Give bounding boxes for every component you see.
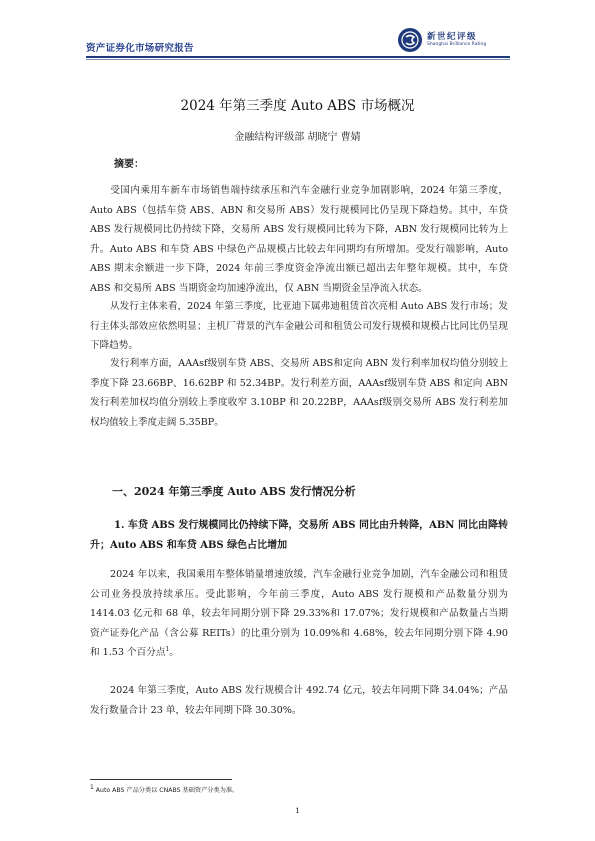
footnote-ref: 1 <box>165 646 170 654</box>
abstract-paragraph-1: 受国内乘用车新车市场销售端持续承压和汽车金融行业竞争加剧影响，2024 年第三季度，Auto ABS（包括车贷 ABS、ABN 和交易所 ABS）发行规模同比仍呈现下降趋势。其中，车贷 ABS 发行规模同比仍持续下降，交易所 ABS 发行规模同比转为下降，ABN 发行规模同比转为上升。Auto ABS 和车贷 ABS 中绿色产品规模占比较去年同期均有所增加。受发行端影响，Auto ABS 期末余额进一步下降，2024 年前三季度资金净流出额已超出去年整年规模。其中，车贷 ABS 和交易所 ABS 当期资金均加速净流出，仅 ABN 当期资金呈净流入状态。 <box>90 185 508 294</box>
header-divider <box>86 56 510 58</box>
body-paragraph-2: 2024 年第三季度，Auto ABS 发行规模合计 492.74 亿元，较去年同期下降 34.04%；产品发行数量合计 23 单，较去年同期下降 30.30%。 <box>90 685 508 716</box>
abstract-label: 摘要： <box>114 159 144 170</box>
page-number: 1 <box>295 806 300 815</box>
logo-emblem-icon <box>398 28 422 52</box>
abstract-paragraph-2: 从发行主体来看，2024 年第三季度，比亚迪下属弗迪租赁首次亮相 Auto ABS 发行市场；发行主体头部效应依然明显；主机厂背景的汽车金融公司和租赁公司发行规模和规模占比同比仍呈现下降趋势。 <box>90 301 508 352</box>
header-divider-thin <box>86 59 510 60</box>
logo-english-name: Shanghai Brilliance Rating <box>427 42 487 47</box>
section-heading: 一、2024 年第三季度 Auto ABS 发行情况分析 <box>112 485 356 498</box>
report-series-title: 资产证券化市场研究报告 <box>86 43 194 54</box>
subsection-heading: 1. 车贷 ABS 发行规模同比仍持续下降，交易所 ABS 同比由升转降，ABN 同比由降转升；Auto ABS 和车贷 ABS 绿色占比增加 <box>90 520 508 551</box>
body-paragraph-1: 2024 年以来，我国乘用车整体销量增速放缓，汽车金融行业竞争加剧，汽车金融公司和租赁公司业务投放持续承压。受此影响，今年前三季度，Auto ABS 发行规模和产品数量分别为 1414.03 亿元和 68 单，较去年同期分别下降 29.33%和 17.07%；发行规模和产品数量占当期资产证券化产品（含公募 REITs）的比重分别为 10.09%和 4.68%，较去年同期分别下降 4.90 和 1.53 个百分点$^1$。 <box>90 569 508 659</box>
abstract-paragraph-3: 发行利率方面，AAAsf级别车贷 ABS、交易所 ABS和定向 ABN 发行利率加权均值分别较上季度下降 23.66BP、16.62BP 和 52.34BP。发行利差方面，AAAsf级别车贷 ABS 和定向 ABN 发行利差加权均值分别较上季度收窄 3.10BP 和 20.22BP，AAAsf级别交易所 ABS 发行利差加权均值较上季度走阔 5.35BP。 <box>90 358 508 428</box>
logo-chinese-name: 新世纪评级 <box>427 31 478 42</box>
footnote: $^1$ Auto ABS 产品分类以 CNABS 基础资产分类为准。 <box>90 783 239 794</box>
authors-line: 金融结构评级部 胡晓宁 曹婧 <box>234 132 361 143</box>
document-title: 2024 年第三季度 Auto ABS 市场概况 <box>180 98 415 114</box>
footnote-divider <box>90 779 232 780</box>
company-logo <box>398 26 510 54</box>
